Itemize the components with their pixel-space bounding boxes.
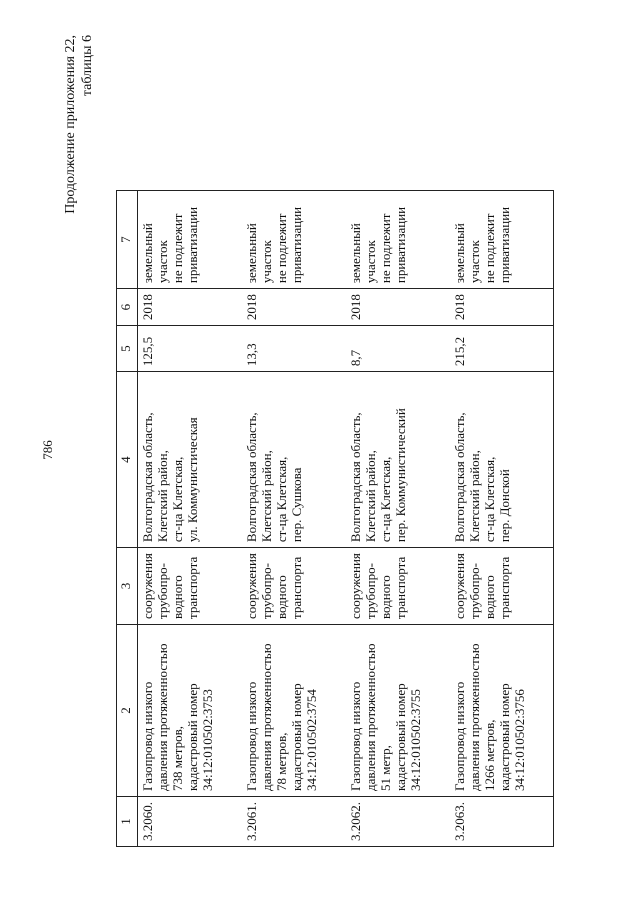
category-line: сооружения <box>140 553 155 619</box>
note-cell <box>242 191 346 289</box>
address-line: Волгоградская область, <box>451 412 467 543</box>
category-line: трубопро- <box>155 563 170 619</box>
table-row <box>346 191 450 847</box>
object-name-line: давления протяженностью <box>258 643 274 791</box>
note-line: земельный <box>243 223 259 284</box>
note-line: приватизации <box>392 206 408 284</box>
year-cell: 2018 <box>242 289 346 326</box>
object-name-line: 738 метров, <box>170 726 185 791</box>
address-line: ст-ца Клетская, <box>377 456 393 543</box>
table-row <box>138 191 242 847</box>
column-header: 5 <box>117 326 138 372</box>
category-line: сооружения <box>243 553 259 619</box>
category-cell <box>346 548 450 625</box>
year-cell: 2018 <box>346 289 450 326</box>
address-cell <box>138 372 242 548</box>
note-line: приватизации <box>185 206 200 284</box>
category-line: водного <box>481 575 497 619</box>
object-name-line: Газопровод низкого <box>347 681 363 791</box>
object-name-line: давления протяженностью <box>362 643 378 791</box>
table-caption <box>62 35 96 335</box>
object-name-line: Газопровод низкого <box>451 681 467 791</box>
note-line: не подлежит <box>481 213 497 284</box>
table-row <box>242 191 346 847</box>
object-name-line: 34:12:010502:3754 <box>303 689 319 791</box>
length-cell: 8,7 <box>346 326 450 372</box>
row-number-cell: 3.2063. <box>450 797 554 847</box>
row-number-cell: 3.2060. <box>138 797 242 847</box>
note-line: не подлежит <box>377 213 393 284</box>
object-name-cell <box>346 625 450 797</box>
address-line: Клетский район, <box>466 450 482 543</box>
note-cell <box>138 191 242 289</box>
column-header: 4 <box>117 372 138 548</box>
category-line: транспорта <box>288 556 304 619</box>
address-line: Волгоградская область, <box>140 412 155 543</box>
object-name-line: 51 метр, <box>377 745 393 791</box>
column-header: 1 <box>117 797 138 847</box>
note-cell <box>346 191 450 289</box>
object-name-line: Газопровод низкого <box>140 681 155 791</box>
object-name-line: 1266 метров, <box>481 719 497 791</box>
column-header: 3 <box>117 548 138 625</box>
address-line: ст-ца Клетская, <box>170 456 185 543</box>
address-line: пер. Сушкова <box>288 467 304 543</box>
object-name-cell <box>450 625 554 797</box>
address-line: ул. Коммунистическая <box>185 417 200 543</box>
object-name-line: Газопровод низкого <box>243 681 259 791</box>
object-name-line: кадастровый номер <box>288 683 304 791</box>
category-line: транспорта <box>392 556 408 619</box>
category-line: трубопро- <box>362 563 378 619</box>
year-cell: 2018 <box>450 289 554 326</box>
table-row <box>450 191 554 847</box>
address-line: пер. Коммунистический <box>392 408 408 543</box>
length-cell: 13,3 <box>242 326 346 372</box>
object-name-line: давления протяженностью <box>155 643 170 791</box>
note-line: не подлежит <box>273 213 289 284</box>
note-line: участок <box>155 240 170 284</box>
address-line: Клетский район, <box>155 450 170 543</box>
address-line: Волгоградская область, <box>243 412 259 543</box>
object-name-line: 34:12:010502:3756 <box>511 689 527 791</box>
address-cell <box>450 372 554 548</box>
address-line: Волгоградская область, <box>347 412 363 543</box>
note-cell <box>450 191 554 289</box>
column-header: 7 <box>117 191 138 289</box>
address-line: Клетский район, <box>362 450 378 543</box>
note-line: земельный <box>451 223 467 284</box>
address-cell <box>346 372 450 548</box>
category-line: водного <box>273 575 289 619</box>
category-line: трубопро- <box>258 563 274 619</box>
column-header: 2 <box>117 625 138 797</box>
category-cell <box>138 548 242 625</box>
category-line: сооружения <box>451 553 467 619</box>
page-number: 786 <box>40 440 55 460</box>
column-header: 6 <box>117 289 138 326</box>
category-line: водного <box>377 575 393 619</box>
object-name-line: кадастровый номер <box>392 683 408 791</box>
category-line: сооружения <box>347 553 363 619</box>
address-line: ст-ца Клетская, <box>273 456 289 543</box>
year-cell: 2018 <box>138 289 242 326</box>
note-line: приватизации <box>496 206 512 284</box>
note-line: не подлежит <box>170 213 185 284</box>
note-line: земельный <box>140 223 155 284</box>
category-line: водного <box>170 575 185 619</box>
note-line: участок <box>362 240 378 284</box>
category-cell <box>450 548 554 625</box>
category-cell <box>242 548 346 625</box>
object-name-line: 34:12:010502:3753 <box>200 689 215 791</box>
object-name-line: 78 метров, <box>273 732 289 791</box>
length-cell: 215,2 <box>450 326 554 372</box>
row-number-cell: 3.2062. <box>346 797 450 847</box>
note-line: земельный <box>347 223 363 284</box>
property-table <box>116 190 554 847</box>
object-name-cell <box>242 625 346 797</box>
row-number-cell: 3.2061. <box>242 797 346 847</box>
object-name-line: кадастровый номер <box>496 683 512 791</box>
table-body <box>138 191 554 847</box>
address-cell <box>242 372 346 548</box>
note-line: участок <box>258 240 274 284</box>
address-line: пер. Донской <box>496 469 512 543</box>
header-row <box>117 191 138 847</box>
object-name-line: кадастровый номер <box>185 683 200 791</box>
address-line: Клетский район, <box>258 450 274 543</box>
note-line: приватизации <box>288 206 304 284</box>
category-line: трубопро- <box>466 563 482 619</box>
caption-line: таблицы 6 <box>80 35 95 97</box>
length-cell: 125,5 <box>138 326 242 372</box>
object-name-line: 34:12:010502:3755 <box>407 689 423 791</box>
caption-line: Продолжение приложения 22, <box>63 35 78 214</box>
note-line: участок <box>466 240 482 284</box>
category-line: транспорта <box>496 556 512 619</box>
address-line: ст-ца Клетская, <box>481 456 497 543</box>
category-line: транспорта <box>185 556 200 619</box>
object-name-line: давления протяженностью <box>466 643 482 791</box>
object-name-cell <box>138 625 242 797</box>
